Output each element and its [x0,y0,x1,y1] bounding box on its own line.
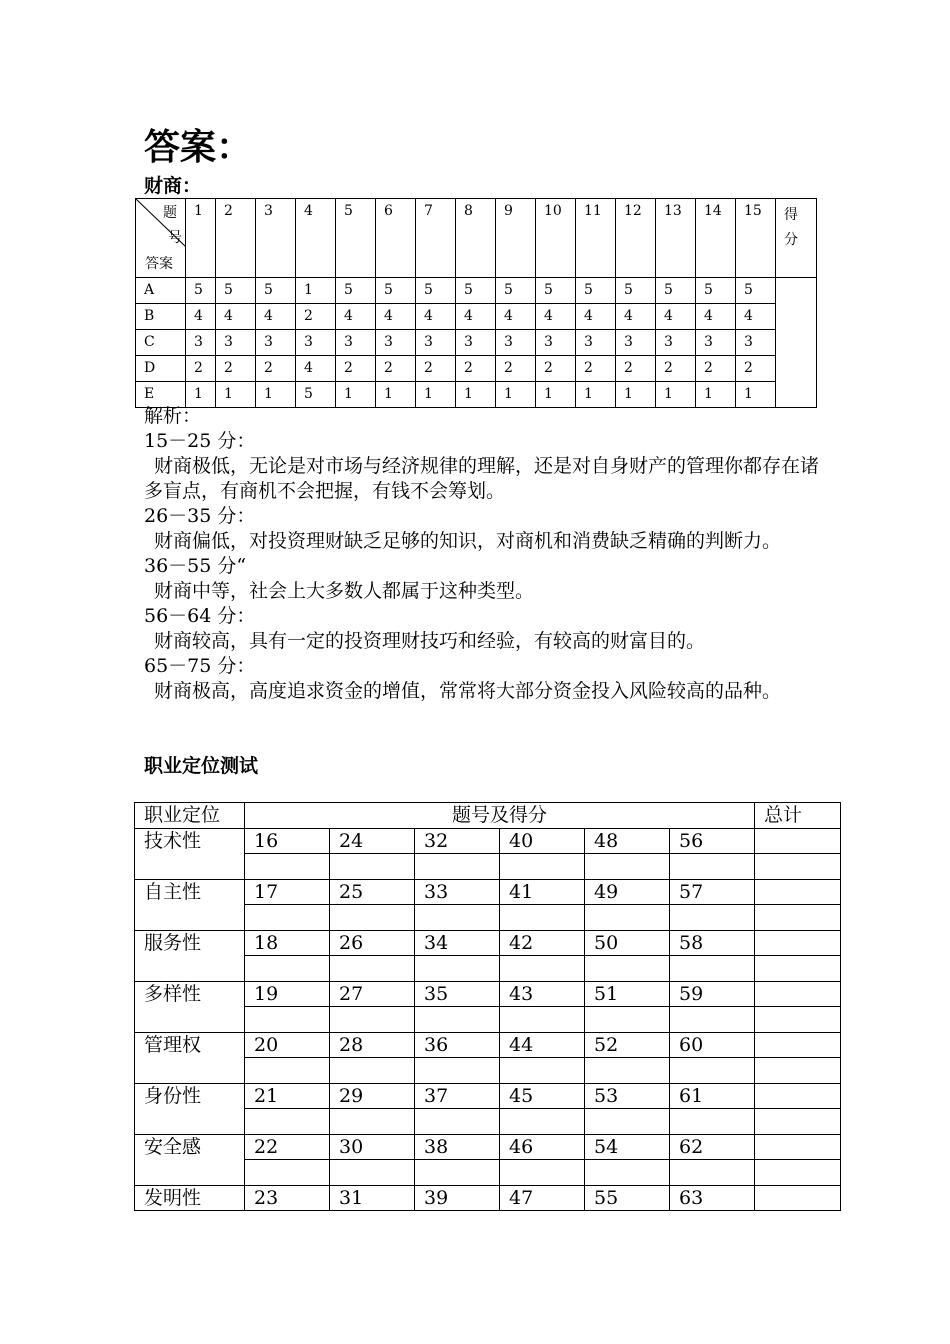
answer-score-cell: 4 [616,304,656,330]
finance-answer-row [136,330,817,356]
career-type-label: 技术性 [135,828,245,879]
career-score-input [755,1058,841,1084]
career-score-input [330,1160,415,1186]
answer-score-cell: 4 [456,304,496,330]
answer-score-cell: 2 [496,356,536,382]
career-question-number: 24 [330,828,415,854]
answer-score-cell: 4 [656,304,696,330]
career-question-number: 54 [585,1134,670,1160]
page-title: 答案： [144,127,253,168]
answer-score-cell: 2 [536,356,576,382]
career-question-number: 36 [415,1032,500,1058]
answer-score-cell: 1 [576,382,616,408]
answer-score-cell: 4 [536,304,576,330]
career-header-position: 职业定位 [135,803,245,829]
career-question-number: 48 [585,828,670,854]
career-question-number: 46 [500,1134,585,1160]
question-number-cell: 4 [296,199,336,278]
answer-score-cell: 3 [576,330,616,356]
career-question-number: 33 [415,879,500,905]
career-question-number: 34 [415,930,500,956]
career-score-input [245,1160,330,1186]
answer-score-cell: 4 [696,304,736,330]
career-question-number: 47 [500,1185,585,1211]
career-question-number: 32 [415,828,500,854]
career-score-input [330,956,415,982]
answer-score-cell: 4 [376,304,416,330]
career-question-number: 27 [330,981,415,1007]
answer-score-cell: 2 [416,356,456,382]
career-question-number: 22 [245,1134,330,1160]
answer-score-cell: 3 [456,330,496,356]
career-question-number: 41 [500,879,585,905]
analysis-range: 26－35 分： [144,505,256,527]
career-header-total: 总计 [755,803,841,829]
career-question-number: 50 [585,930,670,956]
question-number-cell: 3 [256,199,296,278]
career-number-row [135,1032,841,1058]
career-question-number: 42 [500,930,585,956]
career-score-input [245,905,330,931]
career-question-number: 59 [670,981,755,1007]
answer-score-cell: 4 [496,304,536,330]
answer-score-cell: 5 [696,278,736,304]
answer-score-cell: 3 [296,330,336,356]
analysis-description: 财商中等，社会上大多数人都属于这种类型。 [154,580,535,602]
career-score-input [500,1058,585,1084]
career-score-input [585,1109,670,1135]
analysis-section [144,404,824,704]
question-number-cell: 11 [576,199,616,278]
question-number-cell: 10 [536,199,576,278]
answer-score-cell: 4 [736,304,776,330]
question-number-cell: 7 [416,199,456,278]
answer-score-cell: 5 [536,278,576,304]
answer-score-cell: 3 [656,330,696,356]
career-question-number: 19 [245,981,330,1007]
career-total-cell [755,1032,841,1058]
career-question-number: 61 [670,1083,755,1109]
answer-score-cell: 3 [616,330,656,356]
career-question-number: 23 [245,1185,330,1211]
answer-score-cell: 2 [376,356,416,382]
answer-score-cell: 4 [576,304,616,330]
career-score-input [500,1109,585,1135]
diagonal-header-cell [136,199,186,278]
answer-score-cell: 3 [186,330,216,356]
career-score-input [500,905,585,931]
finance-answer-row [136,278,817,304]
answer-option-label: C [136,330,186,356]
career-question-number: 44 [500,1032,585,1058]
answer-score-cell: 5 [456,278,496,304]
career-question-number: 51 [585,981,670,1007]
answer-score-cell: 2 [296,304,336,330]
career-score-input [330,1058,415,1084]
answer-option-label: D [136,356,186,382]
career-question-number: 21 [245,1083,330,1109]
career-score-input [330,1007,415,1033]
question-number-cell: 5 [336,199,376,278]
diag-label-number: 号 [168,230,182,246]
answer-score-cell: 2 [616,356,656,382]
career-question-number: 39 [415,1185,500,1211]
answer-score-cell: 2 [336,356,376,382]
career-header-row [135,803,841,829]
career-score-input [245,956,330,982]
career-question-number: 26 [330,930,415,956]
career-score-input [500,1007,585,1033]
answer-score-cell: 4 [186,304,216,330]
career-question-number: 35 [415,981,500,1007]
career-type-label: 自主性 [135,879,245,930]
answer-score-cell: 2 [656,356,696,382]
analysis-description: 财商极低，无论是对市场与经济规律的理解，还是对自身财产的管理你都存在诸多盲点，有商机不会把握，有钱不会筹划。 [144,455,820,502]
career-question-number: 37 [415,1083,500,1109]
career-total-cell [755,981,841,1007]
answer-score-cell: 2 [576,356,616,382]
career-number-row [135,1134,841,1160]
career-question-number: 29 [330,1083,415,1109]
career-score-input [755,956,841,982]
career-total-cell [755,930,841,956]
career-score-table [134,802,841,1211]
career-number-row [135,828,841,854]
question-number-cell: 15 [736,199,776,278]
career-score-input [415,854,500,880]
career-score-input [500,1160,585,1186]
answer-score-cell: 5 [736,278,776,304]
answer-score-cell: 4 [296,356,336,382]
career-total-cell [755,828,841,854]
career-type-label: 管理权 [135,1032,245,1083]
answer-score-cell: 5 [186,278,216,304]
answer-score-cell: 5 [496,278,536,304]
career-question-number: 57 [670,879,755,905]
answer-score-cell: 3 [216,330,256,356]
career-question-number: 45 [500,1083,585,1109]
career-question-number: 28 [330,1032,415,1058]
career-question-number: 31 [330,1185,415,1211]
career-question-number: 58 [670,930,755,956]
answer-score-cell: 4 [216,304,256,330]
answer-score-cell: 3 [416,330,456,356]
finance-answer-row [136,304,817,330]
career-question-number: 56 [670,828,755,854]
answer-score-cell: 2 [216,356,256,382]
career-score-input [330,1109,415,1135]
answer-score-cell: 5 [256,278,296,304]
career-score-input [585,1160,670,1186]
career-score-input [755,1160,841,1186]
answer-score-cell: 2 [456,356,496,382]
career-score-input [755,854,841,880]
career-question-number: 38 [415,1134,500,1160]
career-score-input [755,1007,841,1033]
answer-score-cell: 5 [656,278,696,304]
career-total-cell [755,1134,841,1160]
career-question-number: 40 [500,828,585,854]
answer-score-cell: 3 [696,330,736,356]
career-score-input [415,1109,500,1135]
career-header-questions: 题号及得分 [245,803,755,829]
score-header-cell [776,199,817,278]
career-number-row [135,930,841,956]
finance-heading: 财商： [144,175,202,197]
answer-score-cell: 1 [696,382,736,408]
score-header-line2: 分 [784,232,798,248]
career-type-label: 服务性 [135,930,245,981]
career-total-cell [755,879,841,905]
answer-score-cell: 4 [256,304,296,330]
answer-score-cell: 5 [336,278,376,304]
finance-answer-row [136,356,817,382]
career-score-input [670,956,755,982]
career-question-number: 25 [330,879,415,905]
answer-score-cell: 1 [376,382,416,408]
career-score-input [755,905,841,931]
answer-score-cell: 3 [256,330,296,356]
answer-score-cell: 5 [376,278,416,304]
career-question-number: 16 [245,828,330,854]
answer-score-cell: 1 [456,382,496,408]
answer-score-cell: 5 [576,278,616,304]
diag-label-question: 题 [163,205,177,221]
career-question-number: 20 [245,1032,330,1058]
career-number-row [135,1185,841,1211]
career-score-input [245,854,330,880]
answer-option-label: B [136,304,186,330]
career-score-input [330,854,415,880]
career-score-input [585,905,670,931]
answer-score-cell: 1 [256,382,296,408]
answer-option-label: A [136,278,186,304]
answer-score-cell: 1 [416,382,456,408]
career-question-number: 43 [500,981,585,1007]
career-score-input [670,1109,755,1135]
career-number-row [135,981,841,1007]
career-total-cell [755,1083,841,1109]
career-type-label: 身份性 [135,1083,245,1134]
career-question-number: 30 [330,1134,415,1160]
answer-score-cell: 2 [736,356,776,382]
answer-score-cell: 5 [616,278,656,304]
analysis-range: 65－75 分： [144,655,256,677]
answer-option-label: E [136,382,186,408]
answer-score-cell: 1 [496,382,536,408]
career-score-input [670,1007,755,1033]
career-score-input [415,956,500,982]
answer-score-cell: 2 [256,356,296,382]
question-number-cell: 2 [216,199,256,278]
career-number-row [135,1083,841,1109]
answer-score-cell: 3 [736,330,776,356]
career-type-label: 安全感 [135,1134,245,1185]
career-score-input [670,1058,755,1084]
finance-answer-table [135,198,817,408]
score-total-cell [776,278,817,408]
question-number-cell: 12 [616,199,656,278]
career-score-input [585,854,670,880]
career-score-input [670,905,755,931]
career-score-input [245,1058,330,1084]
answer-score-cell: 3 [336,330,376,356]
career-score-input [500,956,585,982]
career-type-label: 发明性 [135,1185,245,1211]
career-number-row [135,879,841,905]
career-question-number: 17 [245,879,330,905]
analysis-range: 56－64 分： [144,605,256,627]
career-question-number: 52 [585,1032,670,1058]
career-total-cell [755,1185,841,1211]
answer-score-cell: 1 [216,382,256,408]
answer-score-cell: 1 [736,382,776,408]
answer-score-cell: 3 [376,330,416,356]
answer-score-cell: 5 [216,278,256,304]
career-score-input [670,854,755,880]
answer-score-cell: 2 [186,356,216,382]
career-score-input [415,1058,500,1084]
career-score-input [330,905,415,931]
analysis-range: 15－25 分： [144,430,256,452]
answer-score-cell: 4 [416,304,456,330]
career-question-number: 62 [670,1134,755,1160]
question-number-cell: 1 [186,199,216,278]
career-question-number: 60 [670,1032,755,1058]
answer-score-cell: 3 [536,330,576,356]
answer-score-cell: 1 [656,382,696,408]
analysis-description: 财商较高，具有一定的投资理财技巧和经验，有较高的财富目的。 [154,630,706,652]
answer-score-cell: 5 [416,278,456,304]
career-question-number: 49 [585,879,670,905]
analysis-range: 36－55 分“ [144,555,247,577]
answer-score-cell: 1 [336,382,376,408]
answer-score-cell: 1 [616,382,656,408]
answer-score-cell: 1 [296,278,336,304]
career-score-input [245,1007,330,1033]
career-type-label: 多样性 [135,981,245,1032]
answer-score-cell: 1 [536,382,576,408]
career-heading: 职业定位测试 [144,755,259,777]
diag-label-answer: 答案 [145,256,173,272]
question-number-cell: 13 [656,199,696,278]
career-question-number: 53 [585,1083,670,1109]
score-header-line1: 得 [784,207,798,223]
career-question-number: 63 [670,1185,755,1211]
question-number-cell: 14 [696,199,736,278]
career-score-input [670,1160,755,1186]
career-score-input [245,1109,330,1135]
analysis-label: 解析： [144,405,202,427]
answer-score-cell: 3 [496,330,536,356]
answer-score-cell: 2 [696,356,736,382]
career-score-input [585,1058,670,1084]
analysis-description: 财商极高，高度追求资金的增值，常常将大部分资金投入风险较高的品种。 [154,680,782,702]
career-score-input [585,1007,670,1033]
answer-score-cell: 5 [296,382,336,408]
career-question-number: 18 [245,930,330,956]
question-number-cell: 8 [456,199,496,278]
answer-score-cell: 1 [186,382,216,408]
career-score-input [500,854,585,880]
career-score-input [415,1007,500,1033]
career-score-input [415,905,500,931]
finance-header-row [136,199,817,278]
question-number-cell: 9 [496,199,536,278]
answer-score-cell: 4 [336,304,376,330]
career-question-number: 55 [585,1185,670,1211]
career-score-input [415,1160,500,1186]
question-number-cell: 6 [376,199,416,278]
career-score-input [585,956,670,982]
analysis-description: 财商偏低，对投资理财缺乏足够的知识，对商机和消费缺乏精确的判断力。 [154,530,782,552]
career-score-input [755,1109,841,1135]
